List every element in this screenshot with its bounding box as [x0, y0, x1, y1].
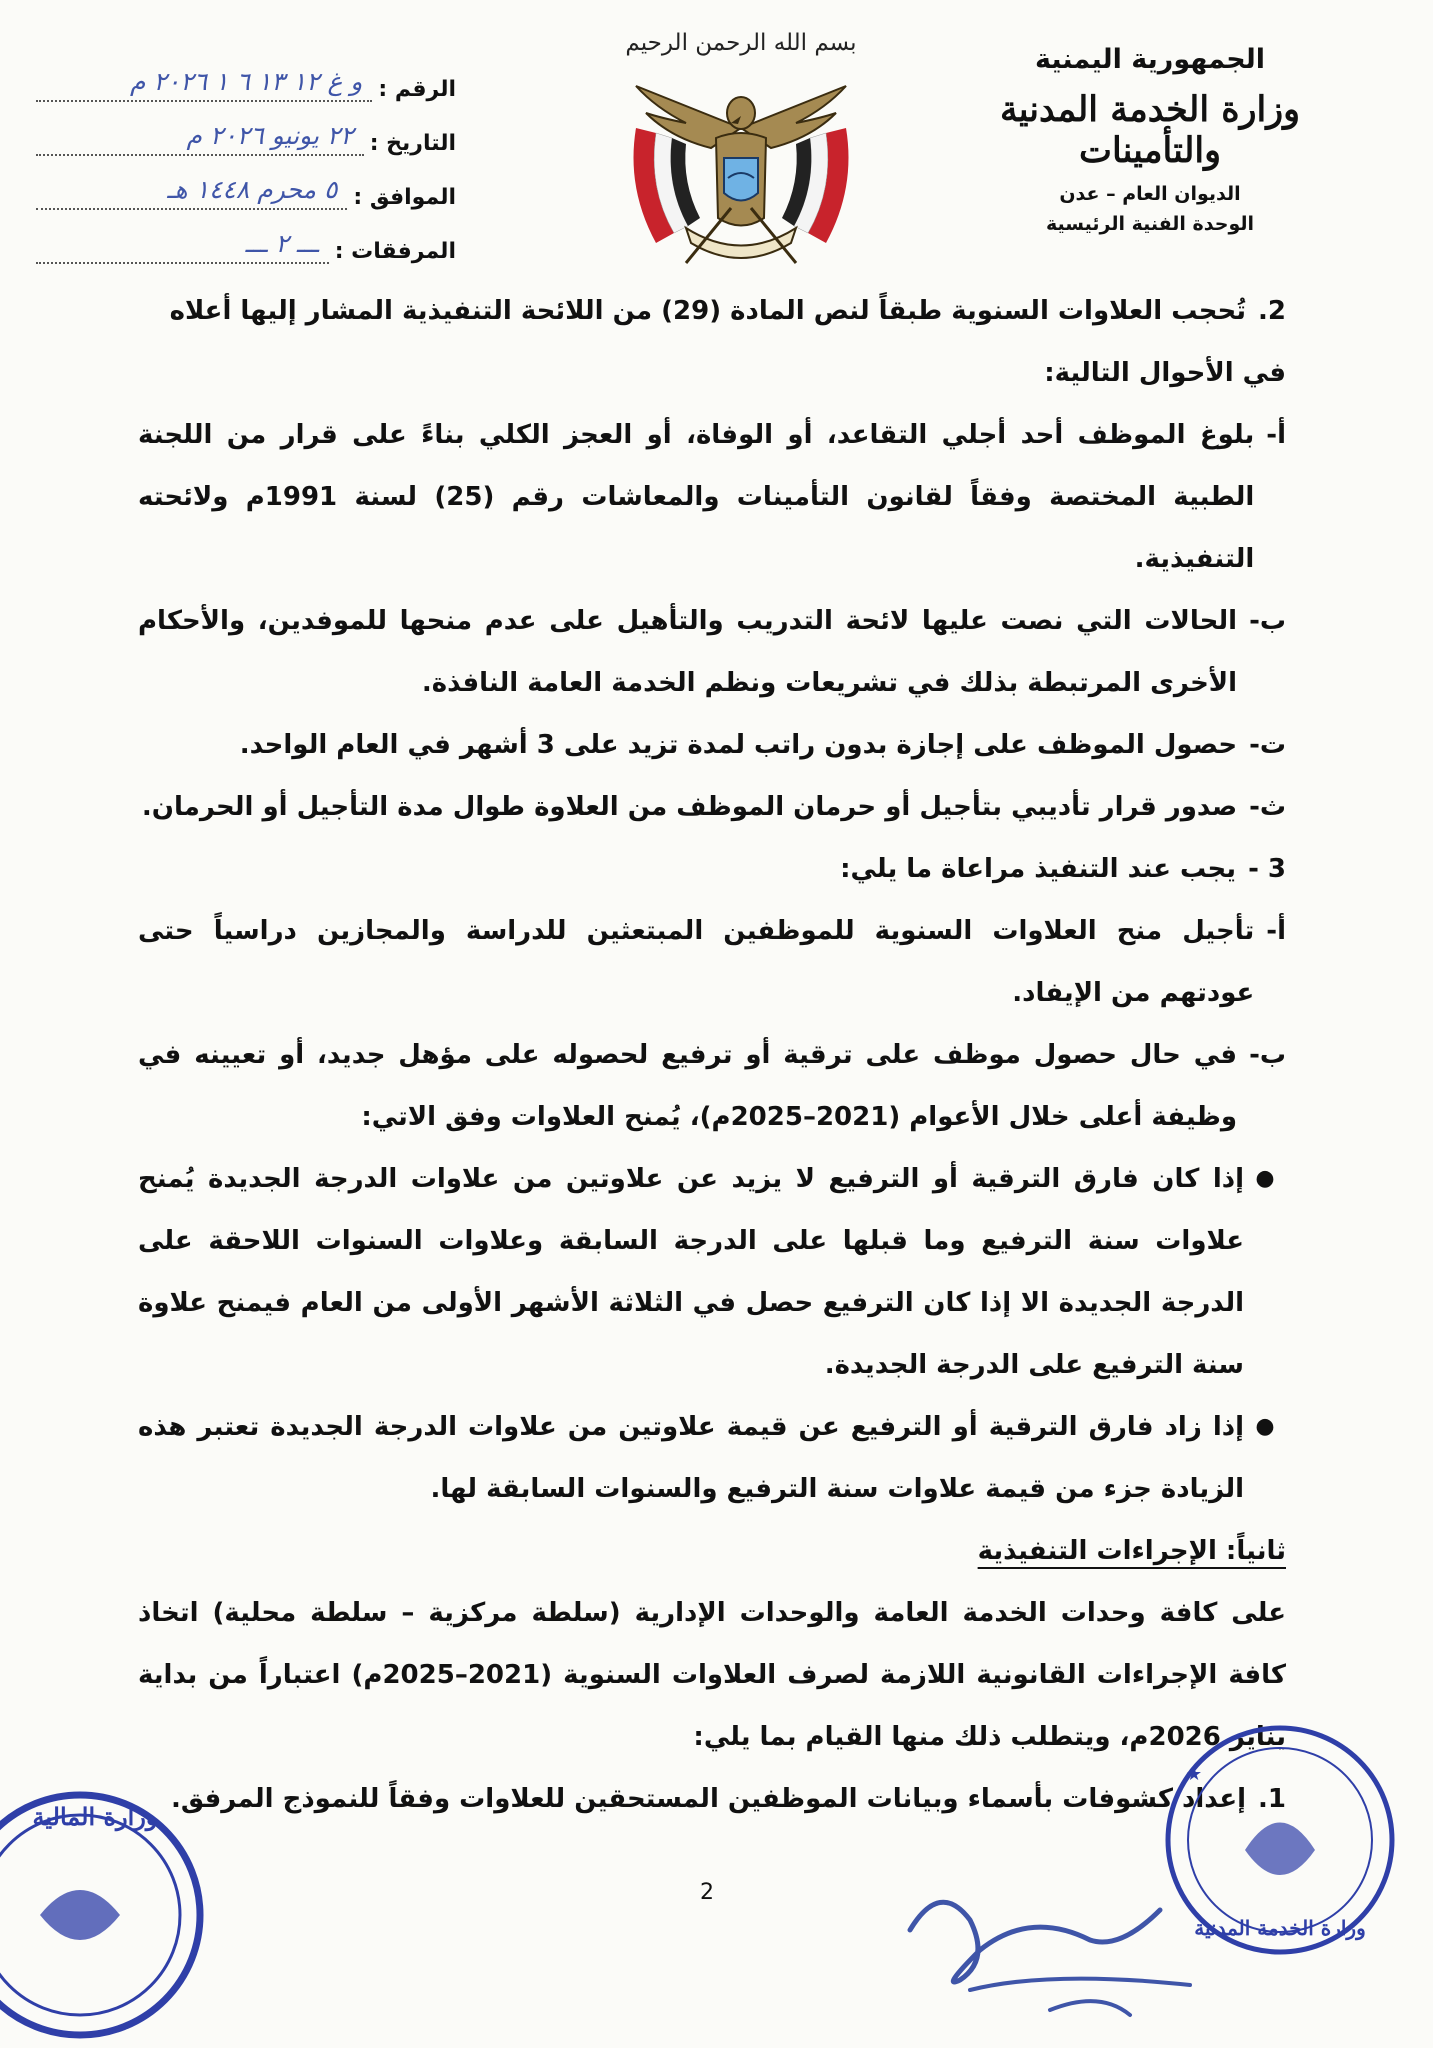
clause-2-number: 2. [1258, 296, 1286, 326]
ref-number-value: و غ ١٢ ١٣ ٦ ١ ٢٠٢٦ م [129, 67, 363, 96]
letterhead [985, 44, 1315, 239]
svg-text:وزارة الخدمة المدنية: وزارة الخدمة المدنية [1194, 1916, 1366, 1940]
clause-2-baa [138, 590, 1286, 714]
bullet-item-2 [138, 1396, 1286, 1520]
ref-hijri-label: الموافق : [353, 185, 456, 210]
clause-2-baa-marker: ب- [1249, 606, 1286, 636]
signature [900, 1870, 1220, 2030]
ref-date-line [36, 114, 364, 156]
clause-2-taa-marker: ت- [1249, 730, 1286, 760]
procedure-1 [138, 1768, 1286, 1830]
bullet-item-1 [138, 1148, 1286, 1396]
basmala: بسم الله الرحمن الرحيم [625, 30, 857, 56]
ref-number-row [36, 48, 456, 102]
clause-3-baa [138, 1024, 1286, 1148]
clause-2-baa-text: الحالات التي نصت عليها لائحة التدريب والتأهيل على عدم منحها للموفدين، والأحكام الأخرى المرتبطة بذلك في تشريعات ونظم الخدمة العامة النافذة. [138, 606, 1238, 698]
clause-2-alef [138, 404, 1286, 590]
page-number: 2 [700, 1880, 714, 1905]
ref-number-label: الرقم : [378, 77, 456, 102]
clause-3-number: 3 - [1248, 854, 1286, 884]
procedure-1-number: 1. [1258, 1784, 1286, 1814]
bullet-icon: ● [1255, 1414, 1275, 1439]
procedure-1-text: إعداد كشوفات بأسماء وبيانات الموظفين المستحقين للعلاوات وفقاً للنموذج المرفق. [170, 1784, 1247, 1814]
clause-3-text: يجب عند التنفيذ مراعاة ما يلي: [840, 854, 1237, 884]
clause-2-taa-text: حصول الموظف على إجازة بدون راتب لمدة تزيد على 3 أشهر في العام الواحد. [239, 730, 1238, 760]
section-paragraph: على كافة وحدات الخدمة العامة والوحدات الإدارية (سلطة مركزية – سلطة محلية) اتخاذ كافة الإجراءات القانونية اللازمة لصرف العلاوات السنوية (2021–2025م) اعتباراً من بداية يناير 2026م، ويتطلب ذلك منها القيام بما يلي: [138, 1598, 1286, 1752]
clause-2-thaa-text: صدور قرار تأديبي بتأجيل أو حرمان الموظف من العلاوة طوال مدة التأجيل أو الحرمان. [141, 792, 1238, 822]
ref-hijri-line [36, 168, 347, 210]
state-emblem [596, 30, 886, 275]
clause-2-thaa-marker: ث- [1249, 792, 1286, 822]
ref-date-row [36, 102, 456, 156]
clause-2-taa [138, 714, 1286, 776]
letter-body [138, 280, 1286, 1830]
svg-text:★: ★ [1186, 1764, 1203, 1785]
ref-hijri-value: ٥ محرم ١٤٤٨ هـ [167, 175, 338, 204]
clause-2-alef-text: بلوغ الموظف أحد أجلي التقاعد، أو الوفاة، أو العجز الكلي بناءً على قرار من اللجنة الطبية المختصة وفقاً لقانون التأمينات والمعاشات رقم (25) لسنة 1991م ولائحته التنفيذية. [138, 420, 1255, 574]
clause-3-baa-marker: ب- [1249, 1040, 1286, 1070]
clause-3-alef-text: تأجيل منح العلاوات السنوية للموظفين المبتعثين للدراسة والمجازين دراسياً حتى عودتهم من الإيفاد. [138, 916, 1255, 1008]
bullet-icon: ● [1255, 1166, 1275, 1191]
ref-date-value: ٢٢ يونيو ٢٠٢٦ م [186, 121, 354, 150]
unit-name: الوحدة الفنية الرئيسية [1046, 213, 1254, 235]
section-heading [138, 1520, 1286, 1582]
clause-2-thaa [138, 776, 1286, 838]
clause-2 [138, 280, 1286, 342]
svg-text:وزارة المالية: وزارة المالية [32, 1802, 158, 1831]
bullet-2-text: إذا زاد فارق الترقية أو الترفيع عن قيمة علاوتين من علاوات الدرجة الجديدة تعتبر هذه الزيادة جزء من قيمة علاوات سنة الترفيع والسنوات السابقة لها. [138, 1412, 1244, 1504]
clause-3 [138, 838, 1286, 900]
eagle-emblem-icon [616, 68, 866, 273]
ref-attachments-label: المرفقات : [334, 239, 456, 264]
reference-fields [36, 48, 456, 264]
clause-2-alef-marker: أ- [1266, 420, 1286, 450]
ref-attachments-line [36, 222, 329, 264]
bullet-1-text: إذا كان فارق الترقية أو الترفيع لا يزيد عن علاوتين من علاوات الدرجة الجديدة يُمنح علاوات سنة الترفيع وما قبلها على الدرجة السابقة وعلاوات السنوات اللاحقة على الدرجة الجديدة الا إذا كان الترفيع حصل في الثلاثة الأشهر الأولى من العام فيمنح علاوة سنة الترفيع على الدرجة الجديدة. [138, 1164, 1244, 1380]
republic-name: الجمهورية اليمنية [1034, 44, 1266, 75]
office-name: الديوان العام – عدن [1059, 183, 1241, 205]
ref-attachments-row [36, 210, 456, 264]
clause-2-text: تُحجب العلاوات السنوية طبقاً لنص المادة (29) من اللائحة التنفيذية المشار إليها أعلاه [169, 296, 1247, 326]
clause-3-baa-text: في حال حصول موظف على ترقية أو ترفيع لحصوله على مؤهل جديد، أو تعيينه في وظيفة أعلى خلال الأعوام (2021–2025م)، يُمنح العلاوات وفق الاتي: [138, 1040, 1238, 1132]
ref-hijri-row [36, 156, 456, 210]
clause-3-alef [138, 900, 1286, 1024]
ref-date-label: التاريخ : [369, 131, 456, 156]
ref-attachments-value: ـــ ٢ ـــ [245, 229, 319, 258]
ministry-name: وزارة الخدمة المدنية والتأمينات [999, 89, 1301, 171]
left-stamp [0, 1775, 230, 2048]
clause-2-continuation: في الأحوال التالية: [1044, 358, 1286, 388]
clause-3-alef-marker: أ- [1266, 916, 1286, 946]
section-heading-text: ثانياً: الإجراءات التنفيذية [977, 1536, 1286, 1566]
ref-number-line [36, 60, 372, 102]
